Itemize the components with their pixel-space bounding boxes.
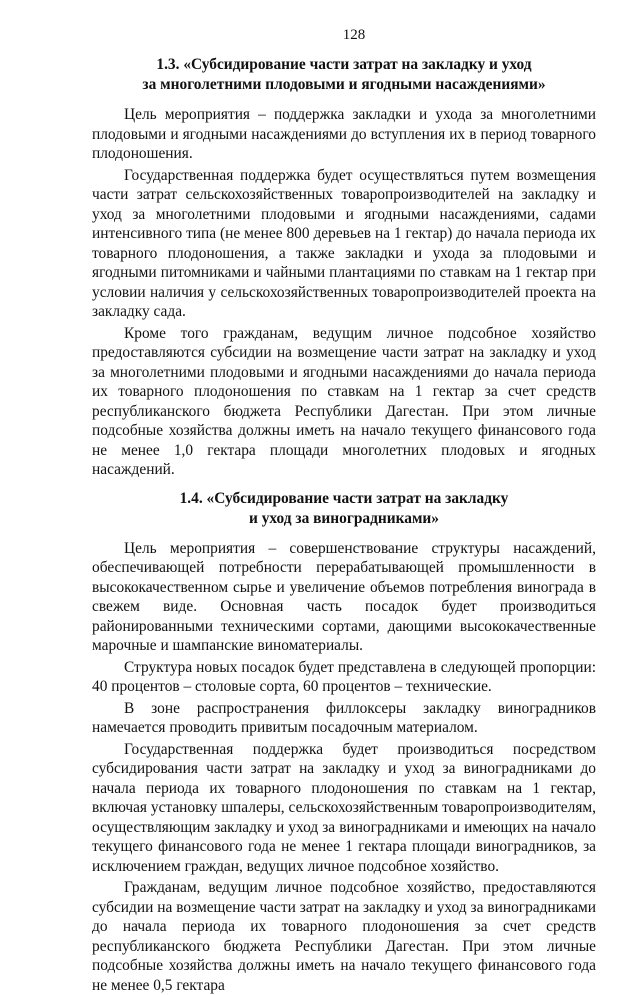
paragraph: Государственная поддержка будет осуществляться путем возмещения части затрат сельскохозяйственных товаропроизводителей на закладку и уход за многолетними плодовыми и ягодными насаждениями, садами интенсивного типа (не менее 800 деревьев на 1 гектар) до начала периода их товарного плодоношения, а также закладки и ухода за плодовыми и ягодными питомниками и чайными плантациями по ставкам на 1 гектар при условии наличия у сельскохозяйственных товаропроизводителей проекта на закладку сада. [92, 166, 596, 322]
paragraph: Гражданам, ведущим личное подсобное хозяйство, предоставляются субсидии на возмещение части затрат на закладку и уход за виноградниками до начала периода их товарного плодоношения за счет средств республиканского бюджета Республики Дагестан. При этом личные подсобные хозяйства должны иметь на начало текущего финансового года не менее 0,5 гектара [92, 878, 596, 995]
section-title [92, 489, 596, 529]
section-1-4 [92, 489, 596, 995]
section-title-line: 1.4. «Субсидирование части затрат на закладку [92, 489, 596, 509]
section-title [92, 55, 596, 95]
section-1-3 [92, 55, 596, 480]
paragraph: Кроме того гражданам, ведущим личное подсобное хозяйство предоставляются субсидии на возмещение части затрат на закладку и уход за многолетними плодовыми и ягодными насаждениями до начала периода их товарного плодоношения по ставкам на 1 гектар за счет средств республиканского бюджета Республики Дагестан. При этом личные подсобные хозяйства должны иметь на начало текущего финансового года не менее 1,0 гектара площади многолетних плодовых и ягодных насаждений. [92, 324, 596, 480]
paragraph: Структура новых посадок будет представлена в следующей пропорции: 40 процентов – столовые сорта, 60 процентов – технические. [92, 658, 596, 697]
section-title-line: и уход за виноградниками» [92, 509, 596, 529]
paragraph: Цель мероприятия – совершенствование структуры насаждений, обеспечивающей потребности перерабатывающей промышленности в высококачественном сырье и увеличение объемов потребления винограда в свежем виде. Основная часть посадок будет производиться районированными техническими сортами, дающими высококачественные марочные и шампанские виноматериалы. [92, 539, 596, 656]
paragraph: В зоне распространения филлоксеры закладку виноградников намечается проводить привитым посадочным материалом. [92, 699, 596, 738]
section-gap [92, 482, 596, 489]
section-title-line: за многолетними плодовыми и ягодными насаждениями» [92, 75, 596, 95]
paragraph: Цель мероприятия – поддержка закладки и ухода за многолетними плодовыми и ягодными насаждениями до вступления их в период товарного плодоношения. [92, 105, 596, 164]
page-number: 128 [92, 26, 596, 44]
section-title-line: 1.3. «Субсидирование части затрат на закладку и уход [92, 55, 596, 75]
paragraph: Государственная поддержка будет производиться посредством субсидирования части затрат на закладку и уход за виноградниками до начала периода их товарного плодоношения по ставкам на 1 гектар, включая установку шпалеры, сельскохозяйственным товаропроизводителям, осуществляющим закладку и уход за виноградниками и имеющих на начало текущего финансового года не менее 1 гектара площади виноградников, за исключением граждан, ведущих личное подсобное хозяйство. [92, 740, 596, 877]
